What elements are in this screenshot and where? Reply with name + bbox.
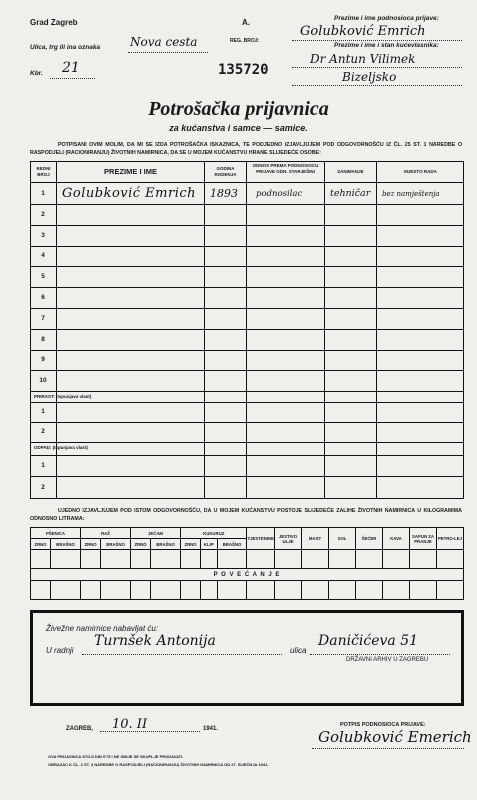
shop-value: Turnšek Antonija [94, 633, 216, 649]
arrivals-label: PRIRAST: (Ispunjava vlast) [34, 394, 92, 399]
signature: Golubković Emerich [318, 728, 472, 746]
col-header-year: GODINA RODENJA [214, 166, 237, 177]
supplies-table [30, 527, 464, 600]
other-header: JESTIVO ULJE [275, 528, 302, 550]
reg-label: REG. BROJ: [230, 38, 260, 44]
sub-header: ZRNO [31, 539, 51, 550]
applicant-value: Golubković Emrich [300, 24, 426, 39]
sub-header: BRAŠNO [51, 539, 81, 550]
departures-label: ODPAD: (Ispunjava vlast) [34, 445, 88, 450]
col-header-number: REDNI BROJ [36, 166, 51, 177]
sub-header: BRAŠNO [151, 539, 181, 550]
col-header-occupation: ZANIMANJE [337, 169, 364, 174]
signature-label: POTPIS PODNOSIOCA PRIJAVE: [340, 722, 426, 728]
footer-year: 1941. [203, 726, 219, 732]
owner-value: Dr Antun Vilimek [310, 52, 416, 66]
col-header-name: PREZIME I IME [104, 167, 157, 176]
city-label: Grad Zagreb [30, 18, 78, 27]
footer-place: ZAGREB, [66, 726, 93, 732]
group-header: PŠENICA [31, 528, 81, 539]
owner-address: Bizeljsko [342, 70, 397, 84]
departure-row-number: 2 [41, 484, 45, 491]
house-label: Kbr. [30, 70, 43, 77]
house-value: 21 [62, 60, 80, 76]
form-letter: A. [242, 18, 250, 27]
other-header: ŠEĆER [356, 528, 383, 550]
arrival-row-number: 1 [41, 408, 45, 415]
member-occupation: tehničar [330, 188, 371, 199]
sub-header: ZRNO [81, 539, 101, 550]
row-number: 6 [41, 294, 45, 301]
street-value: Nova cesta [130, 35, 198, 49]
sub-header: ZRNO [181, 539, 201, 550]
other-header: PETRO-LEJ [437, 528, 464, 550]
other-header: MAST [302, 528, 329, 550]
owner-label: Prezime i ime i stan kućevlasnika: [334, 42, 439, 49]
footer-note-price: OVA PRIJAVNICA STOJI DIN 0'75 I NE SMIJE SE SKUPLJE PRODAVATI. [48, 754, 184, 759]
intro-text: POTPISANI OVIM MOLIM, DA MI SE IZDA POTROŠAČKA ISKAZNICA, TE PODJEDNO IZJAVLJUJEM POD ODGOVORNOŠĆU IZ ČL. 25 ST. 1 NAREDBE O RASPODJELI (RACIONIRANJU) ŽIVOTNIH NAMIRNICA, DA SE U MOJEM KUĆANSTVU HRANE SLIJEDEĆE OSOBE: [30, 142, 462, 156]
purchase-street-label: ulica [290, 646, 307, 655]
row-number: 10 [39, 377, 47, 384]
departure-row-number: 1 [41, 462, 45, 469]
row-number: 2 [41, 211, 45, 218]
sub-header: BRAŠNO [217, 539, 247, 550]
member-workplace: bez namještenja [382, 190, 440, 198]
reg-number: 135720 [218, 62, 269, 78]
archive-stamp: DRŽAVNI ARHIV U ZAGREBU [346, 657, 429, 663]
povecanje-label: P O V E Ć A N J E [31, 569, 464, 581]
group-header: JEČAM [131, 528, 181, 539]
row-number: 1 [41, 190, 45, 197]
col-header-workplace: MJESTO RADA [404, 169, 437, 174]
group-header: RAŽ [81, 528, 131, 539]
form-subtitle: za kućanstva i samce — samice. [169, 123, 308, 133]
member-relation: podnosilac [256, 189, 303, 199]
member-name: Golubković Emrich [62, 186, 197, 201]
other-header: KAVA [383, 528, 410, 550]
other-header: TJESTENINE [247, 528, 275, 550]
purchase-street-value: Daničićeva 51 [318, 633, 419, 649]
other-header: SOL [329, 528, 356, 550]
other-header: SAPUN ZA PRANJE [410, 528, 437, 550]
form-title: Potrošačka prijavnica [148, 98, 329, 120]
row-number: 5 [41, 273, 45, 280]
applicant-label: Prezime i ime podnosioca prijave: [334, 15, 439, 22]
members-table [30, 161, 464, 499]
row-number: 7 [41, 315, 45, 322]
row-number: 4 [41, 252, 45, 259]
purchase-label: Živežne namirnice nabavljat ću: [46, 624, 159, 633]
row-number: 8 [41, 336, 45, 343]
footer-note-regulation: OBRAZAC K ČL. 2 ST. 3 NAREDBE O RASPODJELI (RACIONIRANJU) ŽIVOTNIH NAMIRNICA OD 27. SIJEČNJA 1941. [48, 762, 269, 767]
row-number: 3 [41, 232, 45, 239]
row-number: 9 [41, 356, 45, 363]
arrival-row-number: 2 [41, 428, 45, 435]
group-header: KUKURUZ [181, 528, 247, 539]
street-label: Ulica, trg ili ina oznaka [30, 44, 101, 51]
col-header-relation: ODNOS PREMA PODNOSIOCU PRIJAVE ODN. STARJEŠINI [252, 163, 319, 174]
member-year: 1893 [210, 187, 238, 200]
sub-header: BRAŠNO [101, 539, 131, 550]
sub-header: ZRNO [131, 539, 151, 550]
footer-date: 10. II [112, 717, 148, 732]
sub-header: KLIP [201, 539, 217, 550]
shop-label: U radnji [46, 646, 74, 655]
supplies-statement: UJEDNO IZJAVLJUJEM POD ISTOM ODGOVORNOŠĆU, DA U MOJEM KUĆANSTVU POSTOJE SLIJEDEĆE ZALIHE ŽIVOTNIH NAMIRNICA U KILOGRAMIMA ODNOSNO LITRAMA: [30, 508, 462, 522]
